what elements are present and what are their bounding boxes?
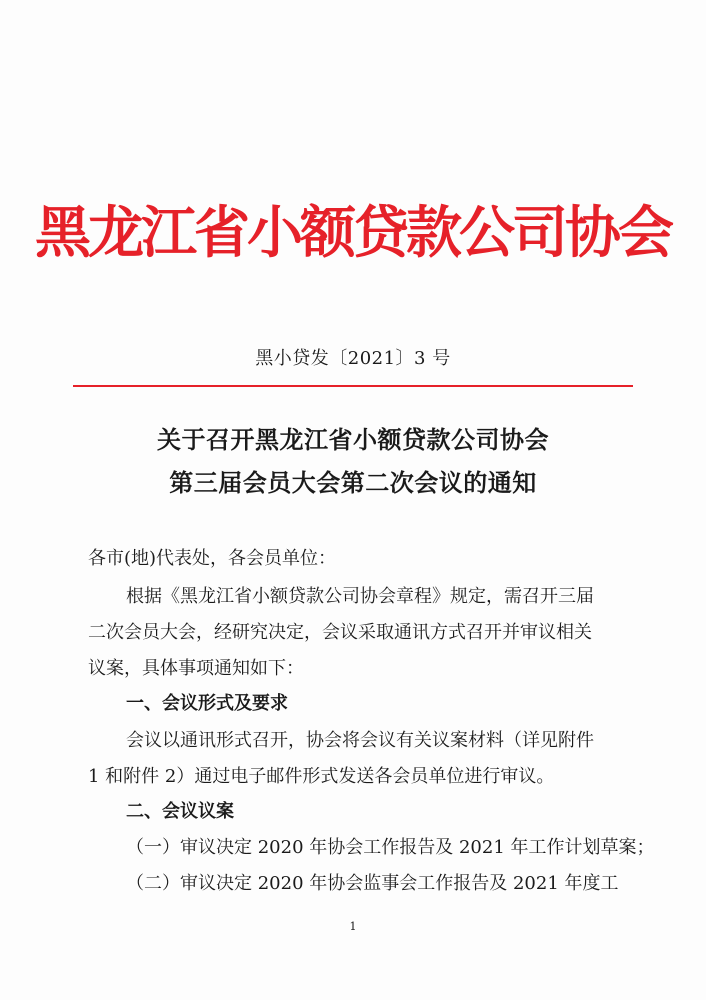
document-number: 黑小贷发〔2021〕3 号 — [255, 348, 451, 369]
section-heading-2: 二、会议议案 — [126, 801, 234, 822]
org-name-header: 黑龙江省小额贷款公司协会 — [35, 203, 671, 265]
section-heading-1: 一、会议形式及要求 — [126, 693, 288, 714]
intro-paragraph-line: 议案，具体事项通知如下： — [88, 658, 304, 679]
section1-paragraph-line: 会议以通讯形式召开，协会将会议有关议案材料（详见附件 — [126, 730, 594, 751]
agenda-item: （一）审议决定 2020 年协会工作报告及 2021 年工作计划草案； — [126, 837, 655, 858]
agenda-item: （二）审议决定 2020 年协会监事会工作报告及 2021 年度工 — [126, 873, 619, 894]
notice-title-line-2: 第三届会员大会第二次会议的通知 — [169, 468, 537, 497]
intro-paragraph-line: 根据《黑龙江省小额贷款公司协会章程》规定，需召开三届 — [126, 586, 594, 607]
section1-paragraph-line: 1 和附件 2）通过电子邮件形式发送各会员单位进行审议。 — [88, 766, 555, 787]
notice-title-line-1: 关于召开黑龙江省小额贷款公司协会 — [157, 425, 549, 454]
salutation: 各市(地)代表处，各会员单位： — [88, 548, 337, 569]
red-divider-line — [73, 385, 633, 387]
page-number: 1 — [349, 920, 357, 933]
intro-paragraph-line: 二次会员大会，经研究决定，会议采取通讯方式召开并审议相关 — [88, 622, 592, 643]
